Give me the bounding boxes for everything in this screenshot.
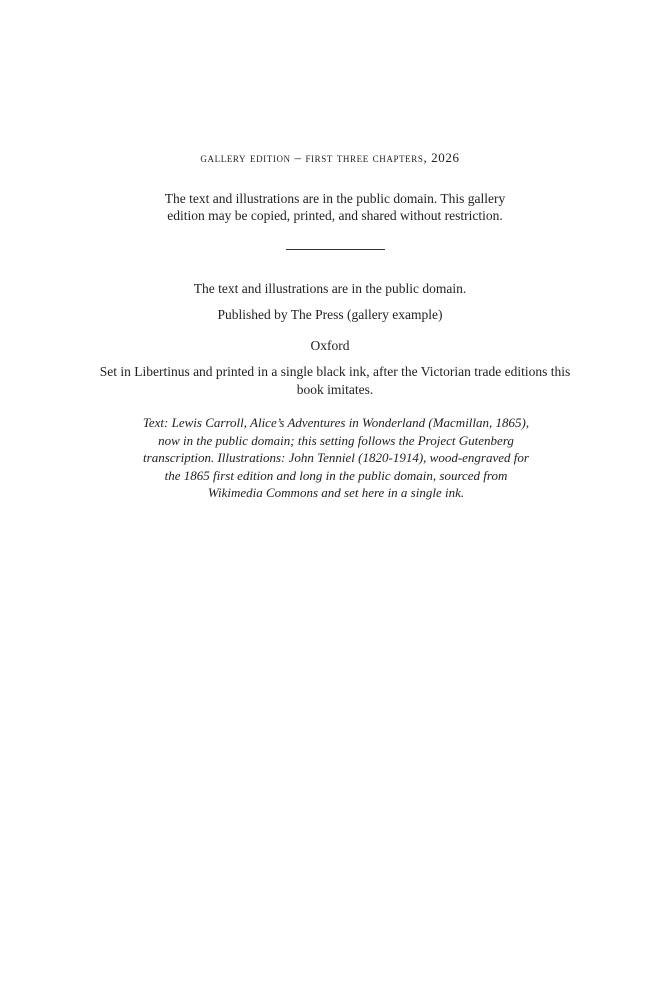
typesetting-note: Set in Libertinus and printed in a single black ink, after the Victorian trade editions this book imitates. [99,364,571,397]
edition-line: gallery edition – first three chapters, 2026 [200,150,460,165]
public-domain-line: The text and illustrations are in the public domain. [193,281,467,296]
publication-place: Oxford [310,338,350,353]
credits-paragraph: Text: Lewis Carroll, Alice’s Adventures in Wonderland (Macmillan, 1865), now in the public domain; this setting follows the Project Gutenberg transcription. Illustrations: John Tenniel (1820-1914), wood-engraved for the 1865 first edition and long in the public domain, sourced from Wikimedia Commons and set here in a single ink. [142,415,530,500]
section-divider [286,249,385,250]
publisher-line: Published by The Press (gallery example) [217,307,443,322]
license-statement: The text and illustrations are in the public domain. This gallery edition may be copied, printed, and shared without restriction. [164,191,506,223]
